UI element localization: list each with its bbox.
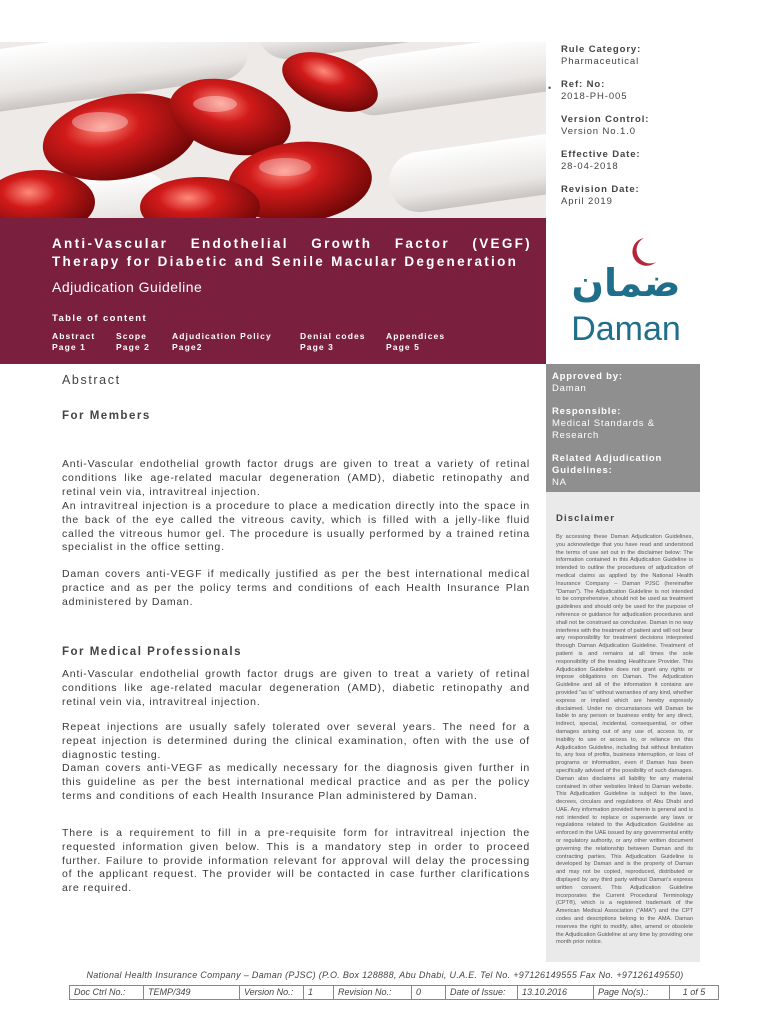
ref-bullet: • (548, 83, 552, 93)
version-no-value: 1 (304, 986, 334, 999)
professionals-paragraph-2: Repeat injections are usually safely tolerated over several years. The need for a repeat injection is determined during the clinical examination, often with the use of diagnostic testing. (62, 721, 530, 761)
members-heading: For Members (62, 410, 151, 422)
disclaimer-panel (546, 492, 700, 962)
toc-item-appendices[interactable]: Appendices Page 5 (386, 331, 446, 352)
members-paragraph-3: Daman covers anti-VEGF if medically justified as per the best international medical practice and as per the policy terms and conditions of each Health Insurance Plan administered by Daman. (62, 568, 530, 608)
doc-ctrl-value: TEMP/349 (144, 986, 240, 999)
professionals-paragraph-4: There is a requirement to fill in a pre-requisite form for intravitreal injection the requested information given below. This is a mandatory step in order to proceed further. Failure to provide information relevant for approval will delay the processing of the applicant request. The provider will be contacted in case further clarifications are required. (62, 827, 530, 895)
version-label: Version Control: (561, 114, 650, 125)
logo-arabic: ضمان (571, 261, 681, 305)
title-word: Growth (311, 236, 373, 251)
page-no-label: Page No(s).: (594, 986, 670, 999)
professionals-heading: For Medical Professionals (62, 646, 243, 658)
ref-value: 2018-PH-005 (561, 91, 628, 102)
daman-logo-mark (546, 218, 770, 364)
related-guidelines-value: NA (552, 477, 567, 488)
document-title (52, 235, 532, 271)
pills-illustration (0, 42, 546, 218)
side-info-panel (546, 364, 700, 492)
rule-category-label: Rule Category: (561, 44, 642, 55)
ref-label: Ref: No: (561, 79, 606, 90)
title-band (0, 218, 546, 364)
revision-no-value: 0 (412, 986, 446, 999)
approved-value: Daman (552, 383, 587, 394)
approved-label: Approved by: (552, 371, 623, 382)
revision-date-value: April 2019 (561, 196, 613, 207)
title-word: Anti-Vascular (52, 236, 169, 251)
date-of-issue-value: 13.10.2016 (518, 986, 594, 999)
disclaimer-heading: Disclaimer (556, 513, 616, 524)
title-word: Endothelial (190, 236, 289, 251)
title-word: Factor (394, 236, 450, 251)
related-guidelines-label: Related Adjudication Guidelines: (552, 453, 663, 476)
revision-date-label: Revision Date: (561, 184, 640, 195)
toc-item-abstract[interactable]: Abstract Page 1 (52, 331, 96, 352)
daman-logo (546, 218, 770, 364)
page-no-value: 1 of 5 (682, 987, 706, 997)
title-word: (VEGF) (472, 236, 532, 251)
rule-category-value: Pharmaceutical (561, 56, 640, 67)
effective-date-label: Effective Date: (561, 149, 641, 160)
revision-no-label: Revision No.: (334, 986, 412, 999)
document-subtitle: Adjudication Guideline (52, 279, 203, 295)
effective-date-value: 28-04-2018 (561, 161, 619, 172)
professionals-paragraph-3: Daman covers anti-VEGF as medically necessary for the diagnosis given further in this guideline as per the best international medical practice and as per the policy terms and conditions of each Health Insurance Plan administered by Daman. (62, 762, 530, 802)
logo-latin: Daman (571, 310, 681, 348)
document-meta (561, 44, 761, 219)
title-line-2: Therapy for Diabetic and Senile Macular Degeneration (52, 254, 519, 269)
toc-item-denial-codes[interactable]: Denial codes Page 3 (300, 331, 366, 352)
responsible-label: Responsible: (552, 406, 622, 417)
abstract-heading: Abstract (62, 373, 121, 387)
footer-control-table (69, 985, 719, 1000)
responsible-value: Medical Standards & Research (552, 418, 655, 441)
version-no-label: Version No.: (240, 986, 304, 999)
professionals-paragraph-1: Anti-Vascular endothelial growth factor drugs are given to treat a variety of retinal conditions like age-related macular degeneration (AMD), diabetic retinopathy and retinal vein via, intravitreal injection. (62, 668, 530, 708)
members-paragraph-1: Anti-Vascular endothelial growth factor drugs are given to treat a variety of retinal conditions like age-related macular degeneration (AMD), diabetic retinopathy and retinal vein via, intravitreal injection. (62, 458, 530, 498)
version-value: Version No.1.0 (561, 126, 636, 137)
doc-ctrl-label: Doc Ctrl No.: (70, 986, 144, 999)
hero-pills-image (0, 42, 546, 218)
members-paragraph-2: An intravitreal injection is a procedure to place a medication directly into the space in the back of the eye called the vitreous cavity, which is filled with a jelly-like fluid called the vitreous humor gel. The procedure is usually performed by a trained retina specialist in the office setting. (62, 500, 530, 554)
toc-item-adjudication-policy[interactable]: Adjudication Policy Page2 (172, 331, 272, 352)
disclaimer-text: By accessing these Daman Adjudication Guidelines, you acknowledge that you have read and understood the terms of use set out in the disclaimer below: The information contained in this Adjudication Guideline is intended to outline the procedures of adjudication of medical claims as applied by the National Health Insurance Company – Daman PJSC (hereinafter "Daman"). The Adjudication Guideline is not intended to be comprehensive, should not be used as treatment guidelines and should only be used for the purpose of reference or guidance for adjudication procedures and shall not be construed as conclusive. Daman in no way interferes with the treatment of patient and will not bear any responsibility for treatment decisions interpreted through Daman Adjudication Guideline. Treatment of patient is and remains at all times the sole responsibility of the treating Healthcare Provider. This Adjudication Guideline does not grant any rights or impose obligations on Daman. The Adjudication Guideline and all of the information it contains are provided "as is" without warranties of any kind, whether express or implied which are hereby expressly disclaimed. Under no circumstances will Daman be liable to any person or business entity for any direct, indirect, special, incidental, consequential, or other damages arising out of any use of, access to, or inability to use or access to, or reliance on this Adjudication Guideline, including but without limitation to, any loss of profits, business interruption, or loss of programs or information, even if Daman has been specifically advised of the possibility of such damages. Daman also disclaims all liability for any material contained in other websites linked to Daman website. This Adjudication Guideline is subject to the laws, decrees, circulars and regulations of Abu Dhabi and UAE. Any information provided herein is general and is not intended to replace or supersede any laws or regulations related to the Adjudication Guideline as enforced in the UAE issued by any governmental entity or regulatory authority, or any other written document governing the relationship between Daman and its contracting parties. This Adjudication Guideline is developed by Daman and is the property of Daman and may not be copied, reproduced, distributed or displayed by any third party without Daman's express written consent. This Adjudication Guideline incorporates the Current Procedural Terminology (CPT®), which is a registered trademark of the American Medical Association ("AMA") and the CPT codes and descriptions belong to the AMA. Daman reserves the right to modify, alter, amend or obsolete the Adjudication Guideline at any time by providing one month prior notice. (556, 534, 693, 946)
toc-heading: Table of content (52, 313, 148, 324)
toc-item-scope[interactable]: Scope Page 2 (116, 331, 151, 352)
date-of-issue-label: Date of Issue: (446, 986, 518, 999)
footer-address: National Health Insurance Company – Daman (PJSC) (P.O. Box 128888, Abu Dhabi, U.A.E. Tel No. +97126149555 Fax No. +97126149550) (86, 970, 684, 980)
